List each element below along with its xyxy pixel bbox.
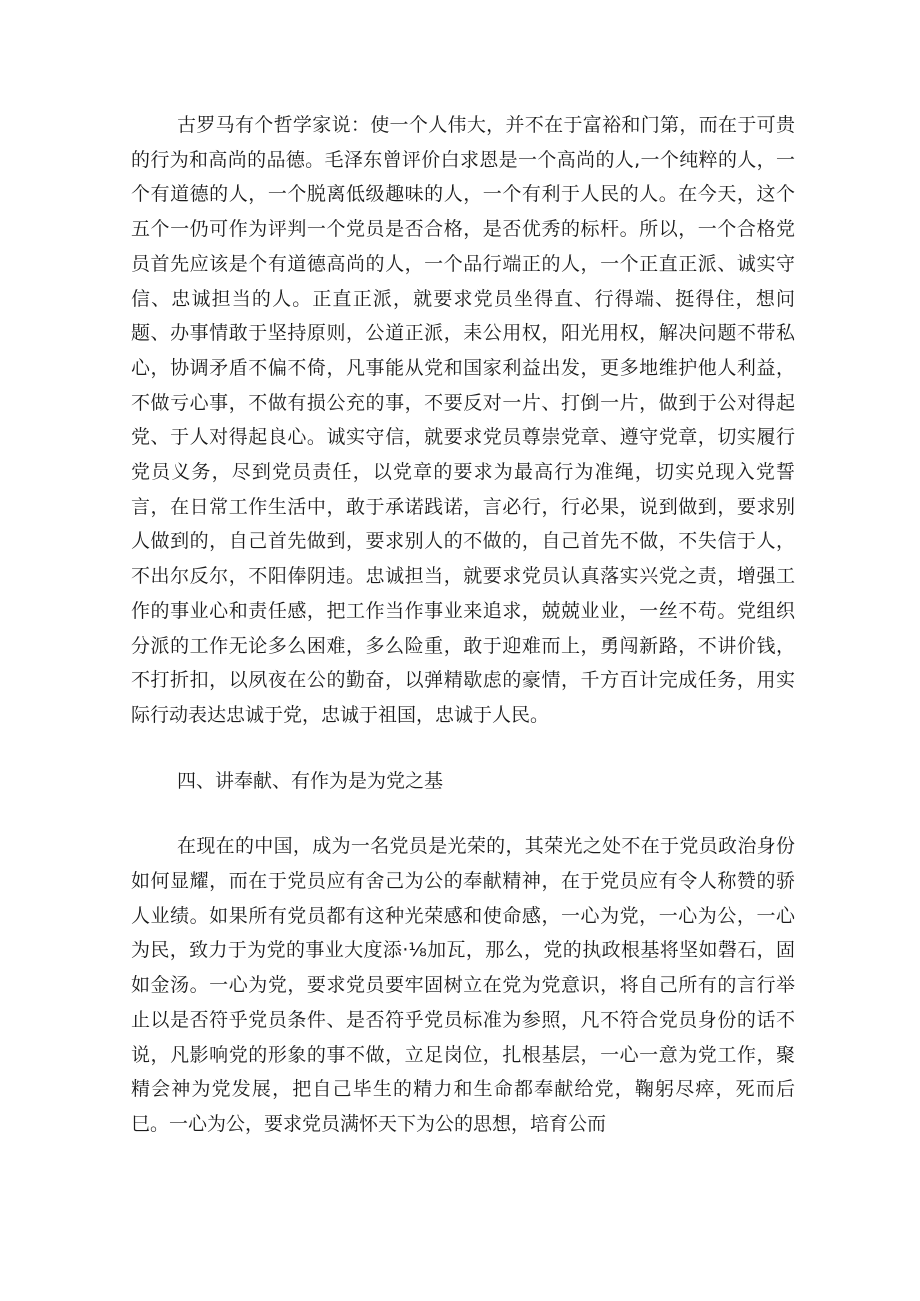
document-page [131, 108, 795, 1142]
paragraph-dedication: 在现在的中国，成为一名党员是光荣的，其荣光之处不在于党员政治身份如何显耀，而在于党员应有舍己为公的奉献精神，在于党员应有令人称赞的骄人业绩。如果所有党员都有这种光荣感和使命感，一心为党，一心为公，一心为民，致力于为党的事业大度添·⅛加瓦，那么，党的执政根基将坚如磬石，固如金汤。一心为党，要求党员要牢固树立在党为党意识，将自己所有的言行举止以是否符乎党员条件、是否符乎党员标准为参照，凡不符合党员身份的话不说，凡影响党的形象的事不做，立足岗位，扎根基层，一心一意为党工作，聚精会神为党发展，把自己毕生的精力和生命都奉献给党，鞠躬尽瘁，死而后巳。一心为公，要求党员满怀天下为公的思想，培育公而 [131, 835, 795, 1135]
section-heading-dedication: 四、讲奉献、有作为是为党之基 [177, 769, 444, 792]
paragraph-moral-standards: 古罗马有个哲学家说：使一个人伟大，并不在于富裕和门第，而在于可贵的行为和高尚的品德。毛泽东曾评价白求恩是一个高尚的人,一个纯粹的人，一个有道德的人，一个脱离低级趣味的人，一个有利于人民的人。在今天，这个五个一仍可作为评判一个党员是否合格，是否优秀的标杆。所以，一个合格党员首先应该是个有道德高尚的人，一个品行端正的人，一个正直正派、诚实守信、忠诚担当的人。正直正派，就要求党员坐得直、行得端、挺得住，想问题、办事情敢于坚持原则，公道正派，耒公用权，阳光用权，解决问题不带私心，协调矛盾不偏不倚，凡事能从党和国家利益出发，更多地维护他人利益，不做亏心事，不做有损公充的事，不要反对一片、打倒一片，做到于公对得起党、于人对得起良心。诚实守信，就要求党员尊崇党章、遵守党章，切实履行党员义务，尽到党员责任，以党章的要求为最高行为准绳，切实兑现入党誓言，在日常工作生活中，敢于承诺践诺，言必行，行必果，说到做到，要求别人做到的，自己首先做到，要求别人的不做的，自己首先不做，不失信于人，不出尔反尔，不阳俸阴违。忠诚担当，就要求党员认真落实兴党之责，增强工作的事业心和责任感，把工作当作事业来追求，兢兢业业，一丝不苟。党组织分派的工作无论多么困难，多么险重，敢于迎难而上，勇闯新路，不讲价钱，不打折扣，以夙夜在公的勤奋，以弹精歇虑的豪情，千方百计完成任务，用实际行动表达忠诚于党，忠诚于祖国，忠诚于人民。 [131, 114, 795, 726]
